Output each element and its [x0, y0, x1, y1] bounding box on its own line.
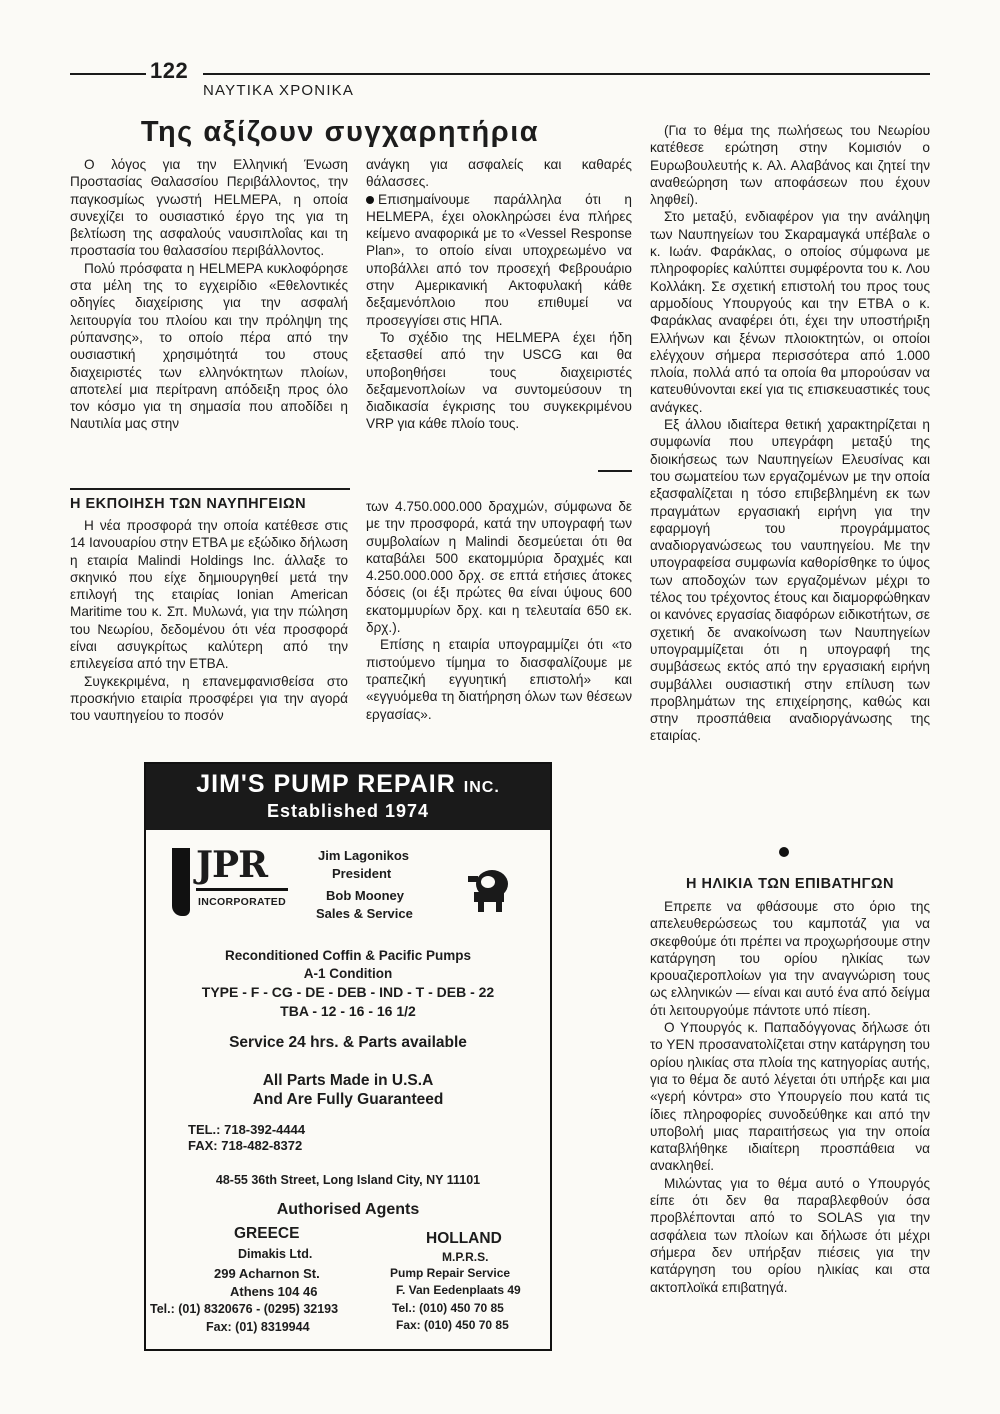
header-rule-right: [203, 73, 930, 75]
ad-holland-street: F. Van Eedenplaats 49: [396, 1283, 521, 1297]
ad-logo: [166, 844, 296, 920]
article2-paragraph: Στο μεταξύ, ενδιαφέρον για την ανάληψη των Ναυπηγείων του Σκαραμαγκά υπέβαλε ο κ. Ιωάν. Φαράκλας, ο οποίος σύμφωνα με πληροφορίες καλύπτει συμφέροντα του κ. Λου Κολλάκη. Σε σχετική επιστολή του προς τους αρμοδίους Υπουργούς και την ΕΤΒΑ ο κ. Φαράκλας αναφέρει ότι, έχει την υποστήριξη Ελλήνων και ξένων πλοιοκτητών, οι οποίοι ελέγχουν σήμερα περισσότερα από 1.000 πλοία, πολλά από τα οποία θα μπορούσαν να κατευθύνονται εκεί για τις επισκευαστικές τους ανάγκες.: [650, 209, 930, 415]
article3-title-wrap: [650, 876, 930, 892]
ad-established: Established 1974: [266, 801, 430, 821]
article1-bullet-paragraph: Επισημαίνουμε παράλληλα ότι η HELMEPA, έχει ολοκληρώσει ένα πλήρες κείμενο αναφορικά με το «Vessel Response Plan», το οποίο είναι υποχρεωμένο να υποβάλλει από τον προσεχή Φεβρουάριο στην Αμερικανική Ακτοφυλακή κάθε δεξαμενόπλοιο που επιθυμεί να προσεγγίσει στις ΗΠΑ.: [366, 191, 632, 328]
article2-paragraph: Η νέα προσφορά την οποία κατέθεσε στις 14 Ιανουαρίου στην ΕΤΒΑ με εξώδικο δήλωση η εταιρία Malindi Holdings Inc. άλλαξε το σκηνικό που είχε δημιουργηθεί μετά την επιλογή της εταιρίας Ionian American Maritime του κ. Σπ. Μυλωνά, για την πώληση του Νεωρίου, δεδομένου ότι νέα προσφορά είναι ασυγκρίτως καλύτερη από την επιλεγείσα από την ΕΤΒΑ.: [70, 518, 348, 672]
ad-holland-country: HOLLAND: [426, 1230, 502, 1247]
ad-logo-sub: INCORPORATED: [198, 896, 286, 908]
article2-title: Η ΕΚΠΟΙΗΣΗ ΤΩΝ ΝΑΥΠΗΓΕΙΩΝ: [70, 496, 307, 512]
ad-greece-city: Athens 104 46: [230, 1284, 318, 1299]
article3-paragraph: Ο Υπουργός κ. Παπαδόγγονας δήλωσε ότι το ΥΕΝ προσανατολίζεται στην κατάργηση του ορίου ηλικίας στα πλοία της κατηγορίας αυτής, για το θέμα δε αυτό λέγεται ότι υπήρξε και μια «γερή κόντρα» στο Υπουργείο που κατά τις ίδιες πληροφορίες συνοδεύθηκε και από την υποβολή μιας παραιτήσεως για την οποία καταβλήθηκε ιδιαίτερη προσπάθεια να ανακληθεί.: [650, 1020, 930, 1174]
article1-paragraph: Το σχέδιο της HELMEPA έχει ήδη εξετασθεί από την USCG και θα υποβοηθήσει τους διαχειριστές δεξαμενοπλοίων να συντομεύσουν τη διαδικασία έγκρισης του συγκεκριμένου VRP για κάθε πλοίο τους.: [366, 329, 632, 432]
ad-logo-j-mark: [172, 848, 190, 916]
ad-address: 48-55 36th Street, Long Island City, NY 11101: [215, 1173, 481, 1187]
ad-holland-company: M.P.R.S.: [442, 1250, 489, 1264]
ad-person2-name: Bob Mooney: [326, 888, 404, 903]
article3-paragraph: Επρεπε να φθάσουμε στο όριο της απελευθερώσεως του καμποτάζ για να σκεφθούμε ότι πρέπει να προχωρήσουμε στην κατάργηση του ορίου ηλικίας των κρουαζιεροπλοίων για την αναγνώριση τους ως ελληνικών — είναι και αυτό ένα από δείγμα ότι λειτουργούμε πάντοτε υπό πίεση.: [650, 899, 930, 1018]
ad-made-line-2: And Are Fully Guaranteed: [252, 1091, 444, 1108]
article2-column-3: [650, 122, 930, 745]
article2-paragraph: Επίσης η εταιρία υπογραμμίζει ότι «το πιστούμενο τίμημα το διασφαλίζουμε με τραπεζική εγγυητική επιστολή» και «εγγυόμεθα τη διατήρηση όλων των θέσεων εργασίας».: [366, 637, 632, 722]
publication-name: ΝΑΥΤΙΚΑ ΧΡΟΝΙΚΑ: [203, 82, 355, 99]
header-rule-left: [70, 73, 146, 75]
section-separator-dot: [779, 847, 789, 857]
article1-paragraph: ανάγκη για ασφαλείς και καθαρές θάλασσες.: [366, 157, 632, 190]
ad-person2-role: Sales & Service: [316, 906, 413, 921]
article1-paragraph: Ο λόγος για την Ελληνική Ένωση Προστασίας Θαλασσίου Περιβάλλοντος, την παγκοσμίως γνωστή HELMEPA, η οποία συνεχίζει το ουσιαστικό έργο της για τη βελτίωση της ασφαλούς ναυσιπλοΐας και τη προστασία του θαλασσίου περιβάλλοντος.: [70, 157, 348, 259]
ad-agents-title: Authorised Agents: [276, 1201, 420, 1218]
section-rule: [70, 488, 350, 490]
advertisement-jims-pump-repair: [144, 762, 552, 1351]
article1-end-rule: [598, 470, 632, 472]
article3-paragraph: Μιλώντας για το θέμα αυτό ο Υπουργός είπε ότι δεν θα παραβλεφθούν όσα προβλέπονται από το SOLAS για την ασφάλεια των πλοίων και δήλωσε ότι μέχρι σήμερα δεν υπήρξαν πιέσεις για την κατάργηση του ορίου ηλικίας και στα ακτοπλοϊκά επιβατηγά.: [650, 1175, 930, 1295]
ad-types-line: TYPE - F - CG - DE - DEB - IND - T - DEB - 22: [201, 984, 495, 1000]
article3-column: [650, 898, 930, 1296]
ad-banner: [146, 764, 550, 830]
ad-person1-role: President: [332, 866, 392, 881]
article1-column-1: [70, 156, 348, 433]
ad-logo-bar: [196, 888, 288, 891]
bullet-icon: [366, 196, 374, 204]
article1-paragraph: Πολύ πρόσφατα η HELMEPA κυκλοφόρησε στα μέλη της το εγχειρίδιο «Εθελοντικές οδηγίες διαχείρισης για την ασφαλή λειτουργία του πλοίου και την πρόληψη της ρύπανσης», το οποίο πέρα από την ουσιαστική χρησιμότητά του στους διαχειριστές των ελληνόκτητων πλοίων, αποτελεί μια περίτρανη απόδειξη προς όλο τον κόσμο για τη σημασία που αποδίδει η Ναυτιλία μας στην: [70, 260, 348, 432]
article1-column-2: [366, 156, 632, 433]
article2-paragraph: Συγκεκριμένα, η επανεμφανισθείσα στο προσκήνιο εταιρία προσφέρει για την αγορά του ναυπηγείου το ποσόν: [70, 673, 348, 724]
article1-title: Της αξίζουν συγχαρητήρια: [140, 116, 540, 148]
ad-fax: FAX: 718-482-8372: [188, 1138, 303, 1153]
ad-greece-tel: Tel.: (01) 8320676 - (0295) 32193: [150, 1302, 339, 1316]
article3-title: Η ΗΛΙΚΙΑ ΤΩΝ ΕΠΙΒΑΤΗΓΩΝ: [686, 876, 894, 892]
ad-service-line: Service 24 hrs. & Parts available: [229, 1034, 467, 1051]
ad-holland-tel: Tel.: (010) 450 70 85: [392, 1301, 504, 1315]
ad-greece-street: 299 Acharnon St.: [214, 1266, 320, 1281]
ad-greece-country: GREECE: [234, 1225, 300, 1242]
article2-column-2: [366, 498, 632, 723]
ad-company-title: JIM'S PUMP REPAIR INC.: [196, 770, 500, 798]
pump-illustration-icon: [464, 862, 516, 914]
ad-logo-text: JPR: [196, 844, 268, 886]
ad-greece-company: Dimakis Ltd.: [238, 1247, 313, 1261]
ad-greece-fax: Fax: (01) 8319944: [206, 1320, 310, 1334]
ad-tel: TEL.: 718-392-4444: [188, 1122, 306, 1137]
article2-paragraph: (Για το θέμα της πωλήσεως του Νεωρίου κατέθεσε ερώτηση στην Κομισιόν ο Ευρωβουλευτής κ. Αλ. Αλαβάνος και ζητεί την αναθεώρηση των αποφάσεων που έχουν ληφθεί).: [650, 123, 930, 208]
ad-person1-name: Jim Lagonikos: [318, 848, 410, 863]
ad-holland-fax: Fax: (010) 450 70 85: [396, 1318, 509, 1332]
ad-made-line-1: All Parts Made in U.S.A: [262, 1072, 434, 1089]
article2-paragraph: Εξ άλλου ιδιαίτερα θετική χαρακτηρίζεται η συμφωνία που υπεγράφη μεταξύ της διοικήσεως των Ναυπηγείων Ελευσίνας και του σωματείου των εργαζομένων με την οποία εξασφαλίζεται η τόσο επιβεβλημένη εκ των πραγμάτων εργασιακή ειρήνη για την εφαρμογή του προγράμματος αναδιοργανώσεως του ναυπηγείου. Με την υπογραφείσα συμφωνία καθορίσθηκε το ύψος των αποδοχών των εργαζομένων μέχρι το τέλος του τρέχοντος έτους και διαμορφώθηκαν οι κανόνες εργασίας διαφόρων ειδικοτήτων, σε σχετική δε ανακοίνωση των Ναυπηγείων υπογραμμίζεται ότι η υπογραφή της συμβάσεως εκτός από την εργασιακή ειρήνη συμβάλλει ουσιαστική στην επίλυση των προβλημάτων της επιχείρησης, καθώς και στην προσπάθεια αναδιοργάνωσης της εταιρίας.: [650, 417, 930, 744]
ad-holland-service: Pump Repair Service: [390, 1266, 511, 1280]
ad-condition-line: A-1 Condition: [303, 966, 393, 981]
ad-tba-line: TBA - 12 - 16 - 16 1/2: [280, 1003, 416, 1019]
article2-title-wrap: [70, 496, 350, 512]
ad-reconditioned-line: Reconditioned Coffin & Pacific Pumps: [224, 948, 472, 963]
article2-paragraph: των 4.750.000.000 δραχμών, σύμφωνα δε με την προσφορά, κατά την υπογραφή των συμβολαίων η Malindi δεσμεύεται ότι θα καταβάλει 500 εκατομμύρια δραχμές και 4.250.000.000 δρχ. σε επτά ετήσιες άτοκες δόσεις (οι έξι πρώτες θα είναι ύψους 600 εκατομμυρίων δρχ. και η τελευταία 650 εκ. δρχ.).: [366, 499, 632, 636]
article2-column-1: [70, 517, 348, 725]
page-number: 122: [150, 58, 189, 83]
